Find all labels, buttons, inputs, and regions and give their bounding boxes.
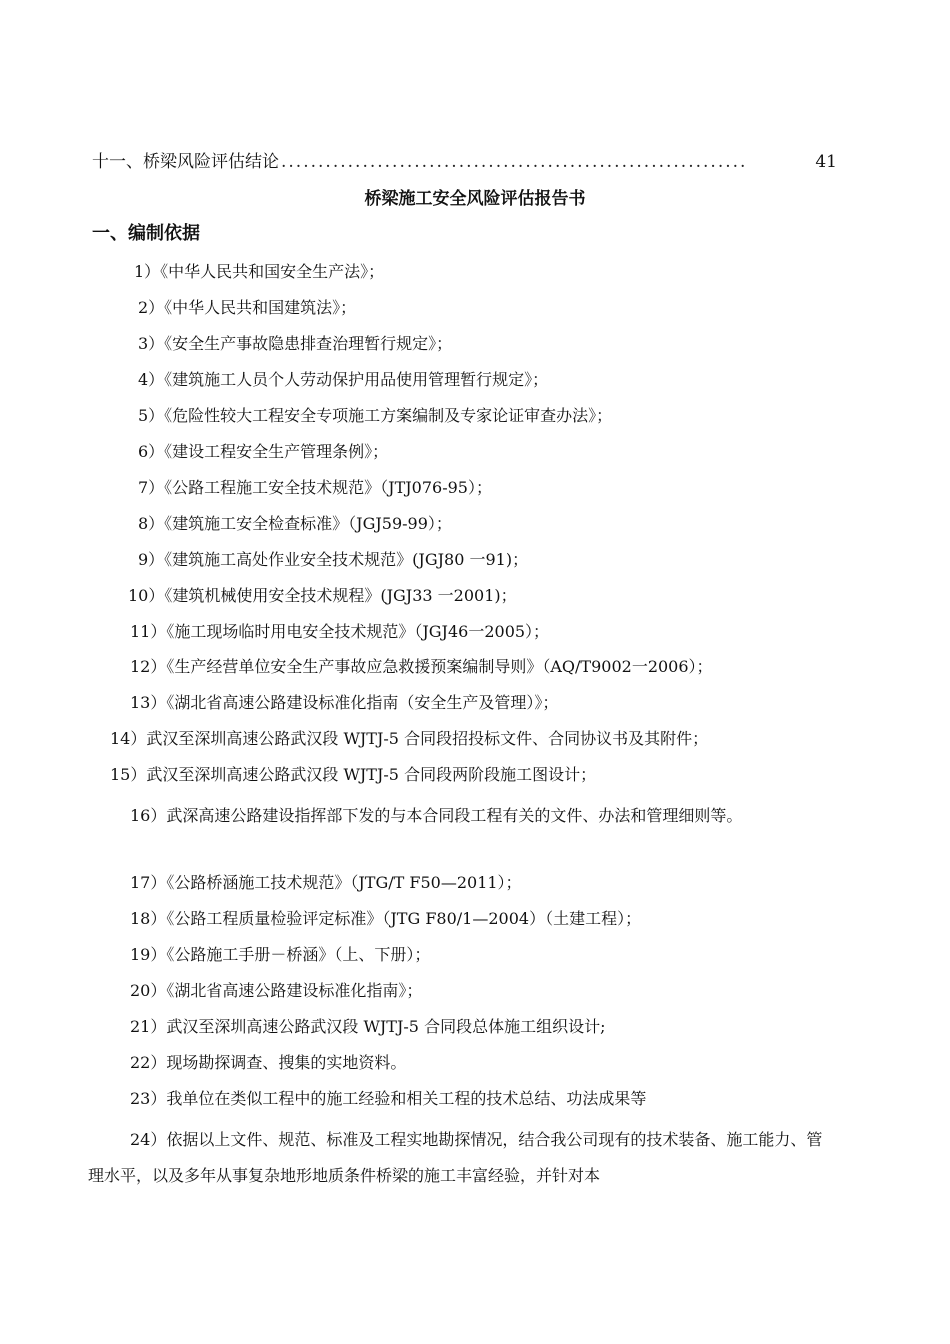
toc-page-number: 41 (815, 152, 837, 172)
list-item: 24）依据以上文件、规范、标准及工程实地勘探情况，结合我公司现有的技术装备、施工能力、管理水平，以及多年从事复杂地形地质条件桥梁的施工丰富经验，并针对本 (88, 1130, 823, 1185)
list-item: 23）我单位在类似工程中的施工经验和相关工程的技术总结、功法成果等 (130, 1089, 647, 1108)
list-item: 9）《建筑施工高处作业安全技术规范》(JGJ80 一91)； (138, 550, 529, 569)
list-item: 3）《安全生产事故隐患排查治理暂行规定》； (138, 334, 453, 353)
list-item: 10）《建筑机械使用安全技术规程》(JGJ33 一2001)； (128, 586, 517, 605)
list-item: 12）《生产经营单位安全生产事故应急救援预案编制导则》（AQ/T9002一2006）； (130, 657, 713, 676)
list-item: 21）武汉至深圳高速公路武汉段 WJTJ-5 合同段总体施工组织设计; (130, 1017, 606, 1036)
list-item: 1）《中华人民共和国安全生产法》； (134, 262, 385, 281)
list-item: 5）《危险性较大工程安全专项施工方案编制及专家论证审查办法》； (138, 406, 613, 425)
list-item: 7）《公路工程施工安全技术规范》（JTJ076-95）； (138, 478, 492, 497)
list-item: 13）《湖北省高速公路建设标准化指南（安全生产及管理）》； (130, 693, 559, 712)
list-item: 19）《公路施工手册－桥涵》（上、下册）； (130, 945, 431, 964)
list-item: 17）《公路桥涵施工技术规范》（JTG/T F50—2011）； (130, 873, 522, 892)
list-item: 16）武深高速公路建设指挥部下发的与本合同段工程有关的文件、办法和管理细则等。 (130, 806, 743, 825)
list-item: 2）《中华人民共和国建筑法》； (138, 298, 357, 317)
toc-leader-dots: ............................................................... (281, 152, 748, 172)
list-item: 6）《建设工程安全生产管理条例》； (138, 442, 389, 461)
list-item: 22）现场勘探调查、搜集的实地资料。 (130, 1053, 407, 1072)
list-item: 11）《施工现场临时用电安全技术规范》（JGJ46一2005）； (130, 622, 550, 641)
list-item: 4）《建筑施工人员个人劳动保护用品使用管理暂行规定》； (138, 370, 549, 389)
document-title: 桥梁施工安全风险评估报告书 (364, 189, 586, 209)
toc-entry[interactable] (92, 148, 837, 176)
section-heading: 一、编制依据 (92, 223, 200, 244)
list-item: 8）《建筑施工安全检查标准》（JGJ59-99）； (138, 514, 452, 533)
list-item: 14）武汉至深圳高速公路武汉段 WJTJ-5 合同段招投标文件、合同协议书及其附件； (110, 729, 709, 748)
list-item: 15）武汉至深圳高速公路武汉段 WJTJ-5 合同段两阶段施工图设计； (110, 765, 597, 784)
toc-entry-text: 十一、桥梁风险评估结论 (92, 152, 279, 172)
list-item: 18）《公路工程质量检验评定标准》（JTG F80/1—2004）（土建工程）； (130, 909, 642, 928)
list-item: 20）《湖北省高速公路建设标准化指南》； (130, 981, 423, 1000)
